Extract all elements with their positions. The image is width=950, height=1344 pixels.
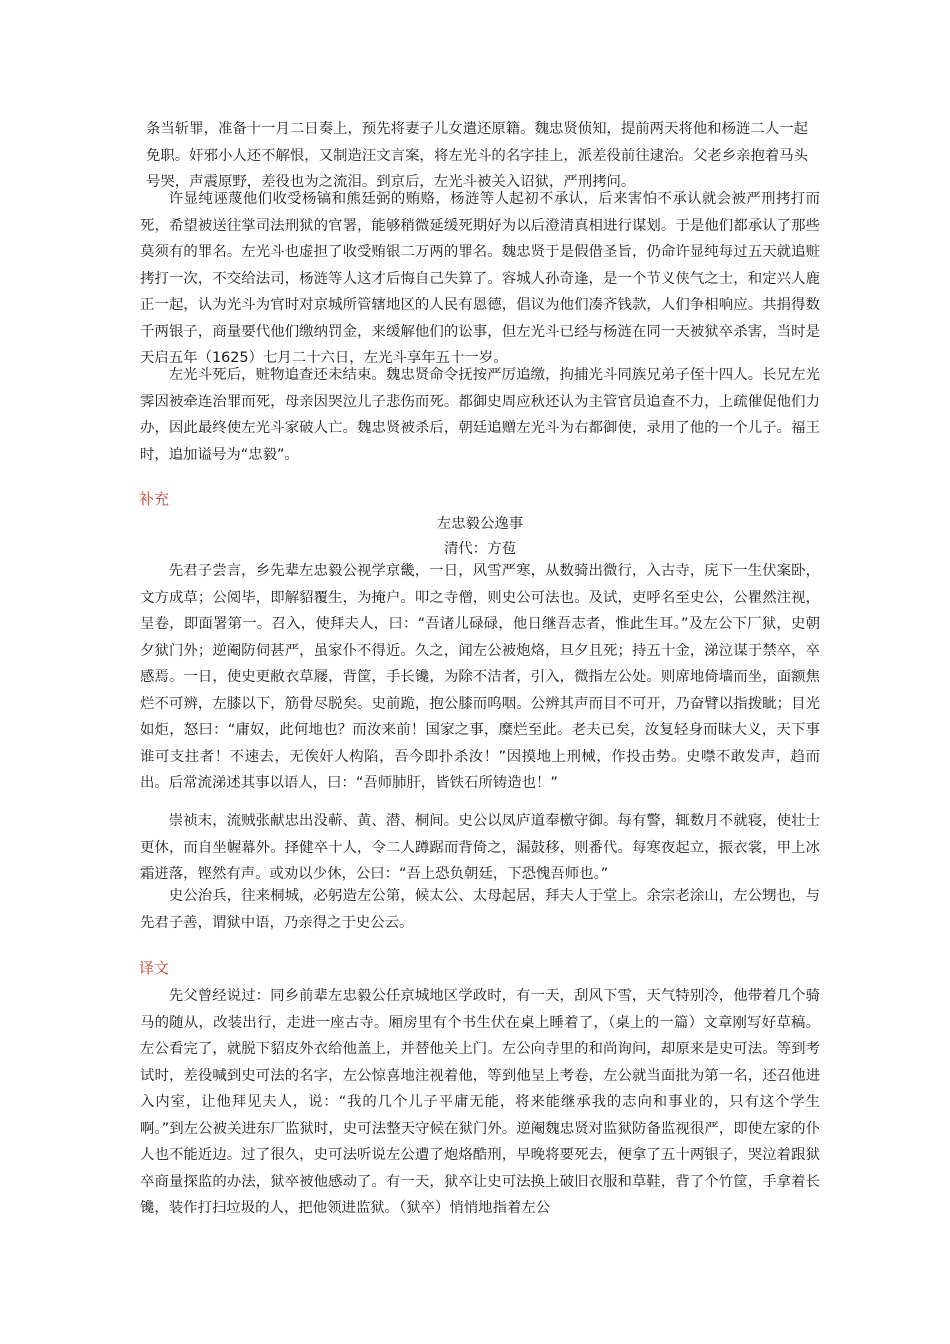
translation-heading: 译文 bbox=[139, 959, 170, 977]
bio-paragraph-2 bbox=[140, 186, 820, 372]
supplement-heading: 补充 bbox=[139, 490, 170, 508]
translation-paragraph-text: 先父曾经说过：同乡前辈左忠毅公任京城地区学政时，有一天，刮风下雪，天气特别冷，他带着几个骑马的随从，改装出行，走进一座古寺。厢房里有个书生伏在桌上睡着了，（桌上的一篇）文章刚写好草稿。左公看完了，就脱下貂皮外衣给他盖上，并替他关上门。左公向寺里的和尚询问，却原来是史可法。等到考试时，差役喊到史可法的名字，左公惊喜地注视着他，等到他呈上考卷，左公就当面批为第一名，还召他进入内室，让他拜见夫人，说：“我的几个儿子平庸无能，将来能继承我的志向和事业的，只有这个学生啊。”到左公被关进东厂监狱时，史可法整天守候在狱门外。逆阉魏忠贤对监狱防备监视很严，即使左家的仆人也不能近边。过了很久，史可法听说左公遭了炮烙酷刑，早晚将要死去，便拿了五十两银子，哭泣着跟狱卒商量探监的办法，狱卒被他感动了。有一天，狱卒让史可法换上破旧衣服和草鞋，背了个竹筐，手拿着长镵，装作打扫垃圾的人，把他领进监狱。（狱卒）悄悄地指着左公 bbox=[140, 988, 820, 1216]
essay-paragraph-1 bbox=[140, 558, 820, 797]
essay-paragraph-3 bbox=[140, 883, 820, 936]
essay-paragraph-2 bbox=[140, 808, 820, 888]
essay-paragraph-text: 先君子尝言，乡先辈左忠毅公视学京畿，一日，风雪严寒，从数骑出微行，入古寺，庑下一生伏案卧，文方成草；公阅毕，即解貂覆生，为掩户。叩之寺僧，则史公可法也。及试，吏呼名至史公，公瞿然注视，呈卷，即面署第一。召入，使拜夫人，曰：“吾诸儿碌碌，他日继吾志者，惟此生耳。”及左公下厂狱，史朝夕狱门外；逆阉防伺甚严，虽家仆不得近。久之，闻左公被炮烙，旦夕且死；持五十金，涕泣谋于禁卒，卒感焉。一日，使史更敝衣草屦，背筐，手长镵，为除不洁者，引入，微指左公处。则席地倚墙而坐，面额焦烂不可辨，左膝以下，筋骨尽脱矣。史前跪，抱公膝而呜咽。公辨其声而目不可开，乃奋臂以指拨眦；目光如炬，怒曰：“庸奴，此何地也？而汝来前！国家之事，糜烂至此。老夫已矣，汝复轻身而昧大义，天下事谁可支拄者！不速去，无俟奸人构陷，吾今即扑杀汝！”因摸地上刑械，作投击势。史噤不敢发声，趋而出。后常流涕述其事以语人，曰：“吾师肺肝，皆铁石所铸造也！” bbox=[140, 563, 820, 791]
bio-paragraph-3 bbox=[140, 362, 820, 468]
essay-paragraph-text: 崇祯末，流贼张献忠出没蕲、黄、潜、桐间。史公以凤庐道奉檄守御。每有警，辄数月不就寝，使壮士更休，而自坐幄幕外。择健卒十人，令二人蹲踞而背倚之，漏鼓移，则番代。每寒夜起立，振衣裳，甲上冰霜迸落，铿然有声。或劝以少休，公曰：“吾上恐负朝廷，下恐愧吾师也。” bbox=[140, 813, 820, 882]
bio-paragraph-text: 左光斗死后，赃物追查还未结束。魏忠贤命令抚按严厉追缴，拘捕光斗同族兄弟子侄十四人。长兄左光霁因被牵连治罪而死，母亲因哭泣儿子悲伤而死。都御史周应秋还认为主管官员追查不力，上疏催促他们力办，因此最终使左光斗家破人亡。魏忠贤被杀后，朝廷追赠左光斗为右都御使，录用了他的一个儿子。福王时，追加谥号为“忠毅”。 bbox=[140, 367, 820, 463]
essay-title: 左忠毅公逸事 bbox=[436, 516, 524, 532]
essay-paragraph-text: 史公治兵，往来桐城，必躬造左公第，候太公、太母起居，拜夫人于堂上。余宗老涂山，左公甥也，与先君子善，谓狱中语，乃亲得之于史公云。 bbox=[140, 888, 820, 931]
bio-paragraph-text: 许显纯诬蔑他们收受杨镐和熊廷弼的贿赂，杨涟等人起初不承认，后来害怕不承认就会被严刑拷打而死，希望被送往掌司法刑狱的官署，能够稍微延缓死期好为以后澄清真相进行谋划。于是他们都承认了那些莫须有的罪名。左光斗也虚担了收受贿银二万两的罪名。魏忠贤于是假借圣旨，仍命许显纯每过五天就追赃拷打一次，不交给法司，杨涟等人这才后悔自己失算了。容城人孙奇逢，是一个节义侠气之士，和定兴人鹿正一起，认为光斗为官时对京城所管辖地区的人民有恩德，倡议为他们凑齐钱款，人们争相响应。共捐得数千两银子，商量要代他们缴纳罚金，来缓解他们的讼事，但左光斗已经与杨涟在同一天被狱卒杀害，当时是天启五年（1625）七月二十六日，左光斗享年五十一岁。 bbox=[140, 191, 820, 366]
bio-paragraph-1 bbox=[146, 116, 808, 196]
essay-author: 清代：方苞 bbox=[444, 541, 516, 557]
translation-paragraph-1 bbox=[140, 983, 820, 1222]
bio-paragraph-text: 条当斩罪，准备十一月二日奏上，预先将妻子儿女遣还原籍。魏忠贤侦知，提前两天将他和杨涟二人一起免职。奸邪小人还不解恨，又制造汪文言案，将左光斗的名字挂上，派差役前往逮治。父老乡亲抱着马头号哭，声震原野，差役也为之流泪。到京后，左光斗被关入诏狱，严刑拷问。 bbox=[146, 121, 808, 190]
